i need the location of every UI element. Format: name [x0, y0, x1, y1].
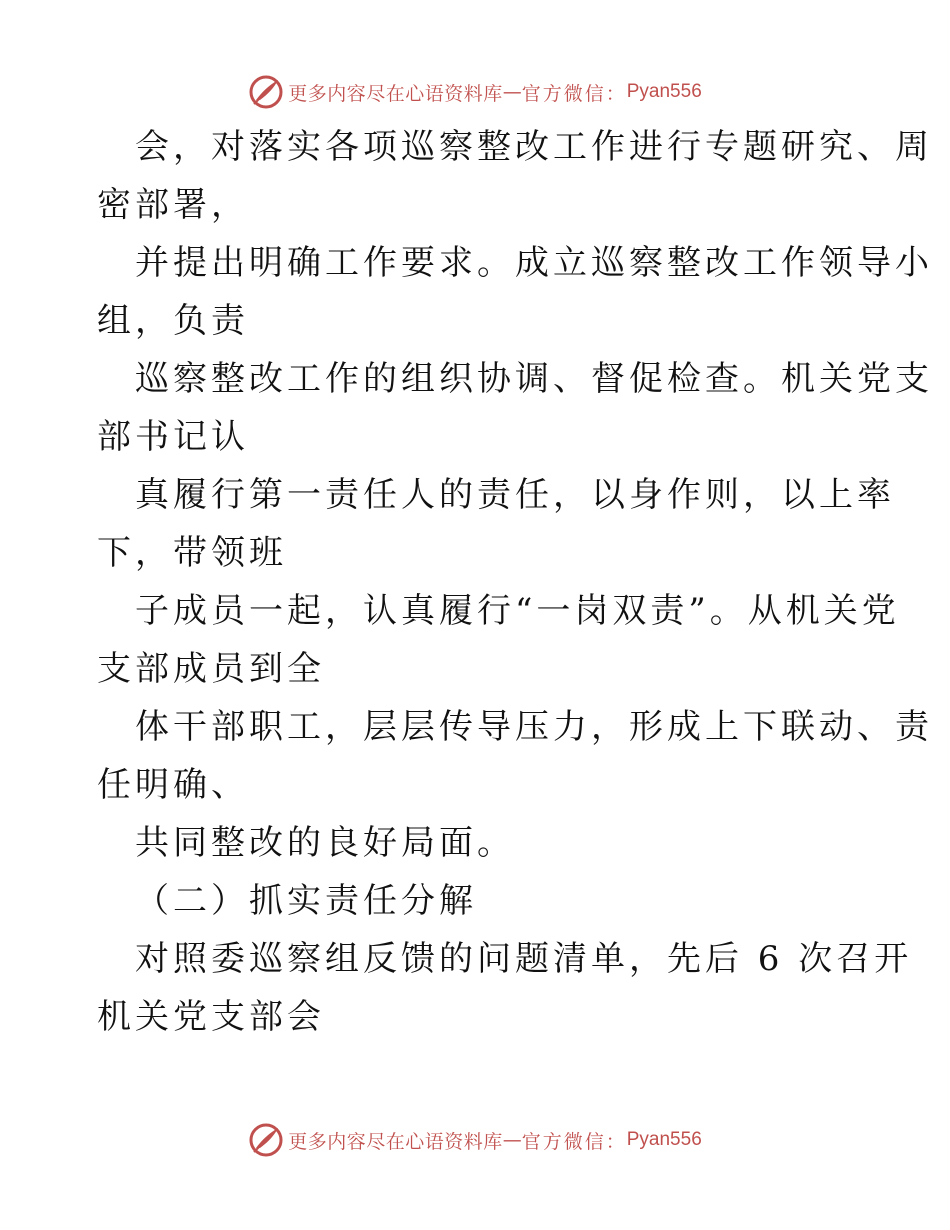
- section-heading: （二）抓实责任分解: [135, 881, 477, 921]
- body-line: 真履行第一责任人的责任，以身作则，以上率: [135, 475, 895, 515]
- watermark-official-label: 官方微信：: [521, 82, 627, 105]
- watermark-separator: —: [502, 81, 522, 103]
- footer-watermark: [0, 1120, 950, 1160]
- watermark-title: 更多内容尽在心语资料库: [288, 82, 503, 105]
- body-line: 对照委巡察组反馈的问题清单，先后 6 次召开: [135, 939, 913, 979]
- body-line: 密部署，: [97, 185, 249, 225]
- quill-logo-icon: [248, 74, 284, 110]
- body-line: 巡察整改工作的组织协调、督促检查。机关党支: [135, 359, 933, 399]
- body-line: 部书记认: [97, 417, 249, 457]
- watermark-official-label: 官方微信：: [521, 1130, 627, 1153]
- body-line: 共同整改的良好局面。: [135, 823, 515, 863]
- body-line: 体干部职工，层层传导压力，形成上下联动、责: [135, 707, 933, 747]
- quill-logo-icon: [248, 1122, 284, 1158]
- watermark-wechat-id: Pyan556: [626, 81, 702, 102]
- header-watermark: [0, 72, 950, 112]
- body-line: 并提出明确工作要求。成立巡察整改工作领导小: [135, 243, 933, 283]
- watermark-wechat-id: Pyan556: [626, 1129, 702, 1150]
- body-line: 支部成员到全: [97, 649, 325, 689]
- body-line: 子成员一起，认真履行“一岗双责”。从机关党: [135, 591, 900, 631]
- body-line: 任明确、: [97, 765, 249, 805]
- document-body: [97, 118, 933, 1046]
- watermark-separator: —: [502, 1129, 522, 1151]
- body-line: 下，带领班: [97, 533, 287, 573]
- body-line: 机关党支部会: [97, 997, 325, 1037]
- watermark-title: 更多内容尽在心语资料库: [288, 1130, 503, 1153]
- body-line: 组，负责: [97, 301, 249, 341]
- body-line: 会，对落实各项巡察整改工作进行专题研究、周: [135, 127, 933, 167]
